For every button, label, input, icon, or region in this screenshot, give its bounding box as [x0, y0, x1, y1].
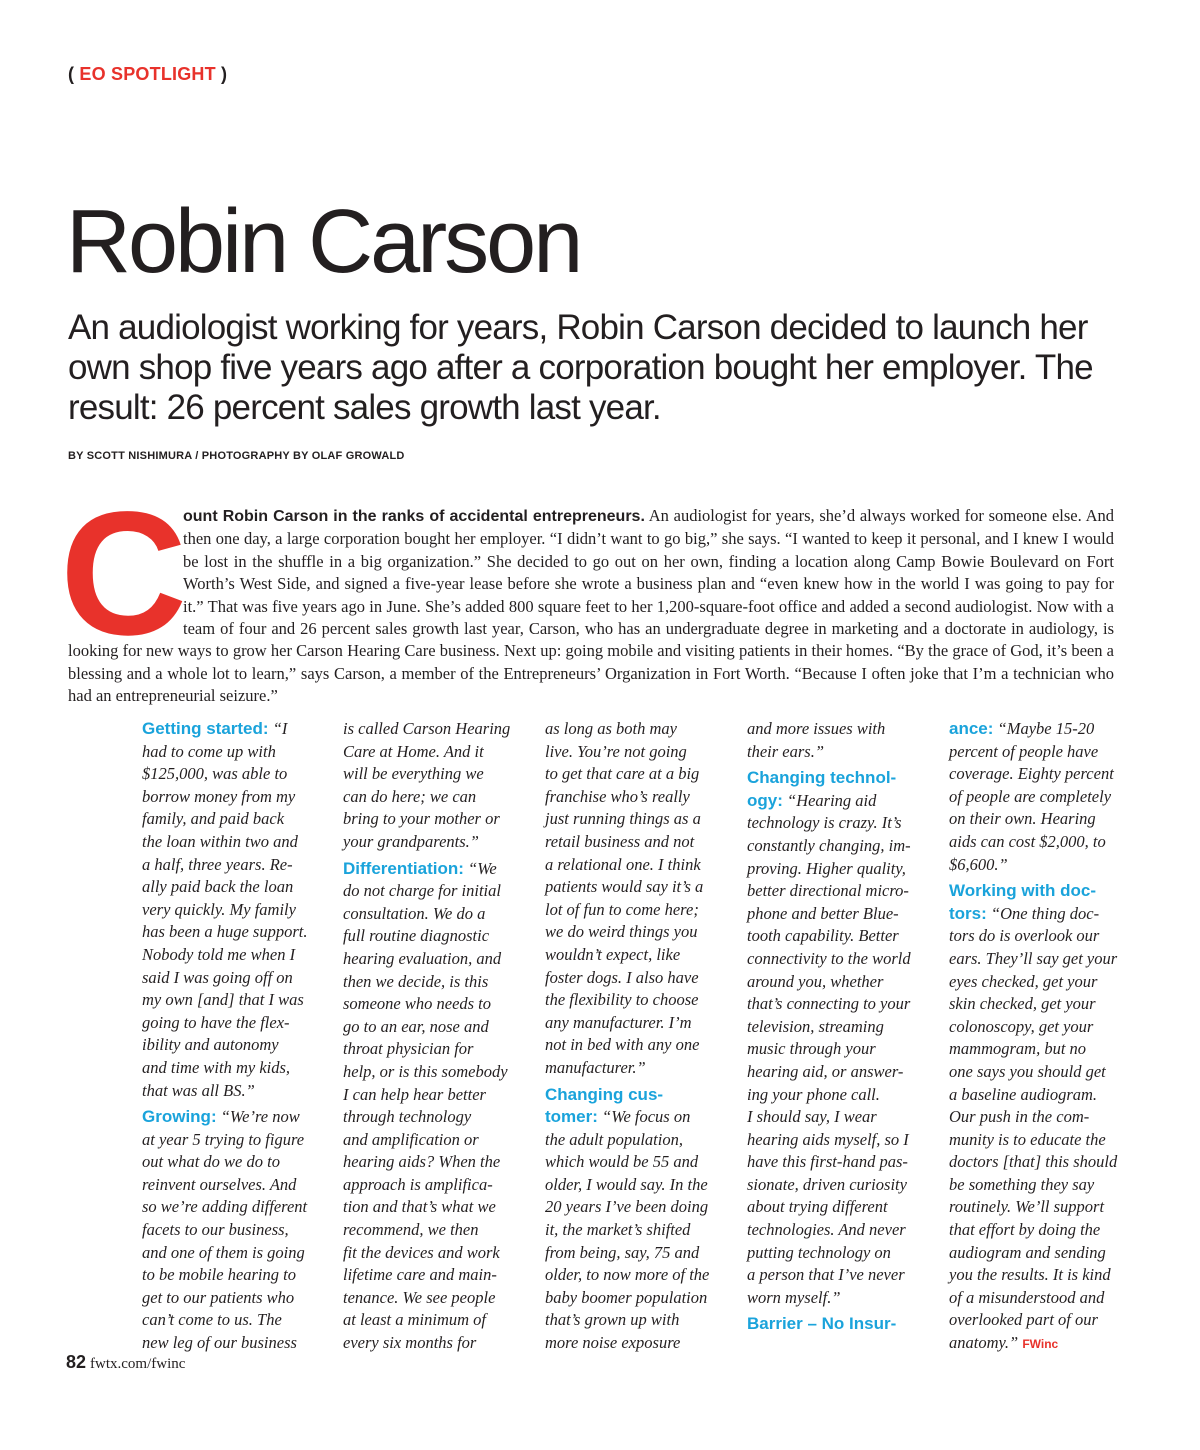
text-line: manufacturer.” — [545, 1057, 646, 1077]
intro-paragraph — [68, 505, 1114, 708]
text-line: and amplification or — [343, 1129, 479, 1149]
text-line: help, or is this somebody — [343, 1061, 508, 1081]
text-line: said I was going off on — [142, 967, 293, 987]
text-line: a baseline audiogram. — [949, 1084, 1098, 1104]
text-line: I can help hear better — [343, 1084, 486, 1104]
text-line: worn myself.” — [747, 1287, 841, 1307]
text-line: tooth capability. Better — [747, 926, 899, 946]
text-line: wouldn’t expect, like — [545, 944, 681, 964]
intro-section — [60, 476, 1115, 706]
text-line: phone and better Blue- — [747, 903, 899, 923]
text-line: that’s connecting to your — [747, 994, 911, 1014]
column-4 — [747, 718, 925, 1336]
qa-getting-started — [142, 718, 320, 1102]
text-line: to get that care at a big — [545, 764, 700, 784]
text-line: do not charge for initial — [343, 881, 501, 901]
text-line: the adult population, — [545, 1129, 683, 1149]
text-line: Care at Home. And it — [343, 741, 484, 761]
text-line: “I — [272, 719, 288, 738]
qa-changing-customer-cont — [747, 718, 925, 763]
text-line: that was all BS.” — [142, 1080, 255, 1100]
qa-heading: Changing technol- — [747, 768, 897, 788]
qa-heading-cont: tors: — [949, 903, 987, 923]
text-line: tion and that’s what we — [343, 1197, 496, 1217]
qa-heading-cont: ogy: — [747, 790, 783, 810]
text-line: “Hearing aid — [787, 790, 877, 810]
qa-working-with-doctors — [949, 880, 1127, 1355]
text-line: family, and paid back — [142, 809, 285, 829]
text-line: aids can cost $2,000, to — [949, 831, 1106, 851]
text-line: overlooked part of our — [949, 1310, 1098, 1330]
qa-changing-technology — [747, 767, 925, 1309]
text-line: percent of people have — [949, 741, 1099, 761]
column-3 — [545, 718, 723, 1355]
qa-barrier — [747, 1313, 925, 1336]
column-1 — [142, 718, 320, 1355]
text-line: a person that I’ve never — [747, 1265, 905, 1285]
text-line: going to have the flex- — [142, 1012, 290, 1032]
qa-growing — [142, 1106, 320, 1355]
text-line: foster dogs. I also have — [545, 967, 699, 987]
text-line: throat physician for — [343, 1039, 474, 1059]
text-line: very quickly. My family — [142, 899, 296, 919]
text-line: which would be 55 and — [545, 1152, 699, 1172]
qa-growing-cont — [343, 718, 521, 854]
text-line: television, streaming — [747, 1016, 884, 1036]
article-subtitle: An audiologist working for years, Robin Carson decided to launch her own shop five years ago after a corporation bought her employer. The result: 26 percent sales growth last year. — [68, 308, 1093, 427]
text-line: any manufacturer. I’m — [545, 1012, 692, 1032]
text-line: hearing aids? When the — [343, 1152, 501, 1172]
qa-changing-customer — [545, 1084, 723, 1355]
text-line: have this first-hand pas- — [747, 1152, 908, 1172]
text-line: ally paid back the loan — [142, 877, 294, 897]
drop-cap-glyph — [60, 476, 188, 672]
text-line: hearing evaluation, and — [343, 948, 502, 968]
text-line: reinvent ourselves. And — [142, 1174, 297, 1194]
text-line: doctors [that] this should — [949, 1152, 1118, 1172]
text-line: that effort by doing the — [949, 1220, 1101, 1240]
qa-heading-cont: ance: — [949, 719, 994, 738]
drop-cap — [60, 476, 188, 672]
text-line: patients would say it’s a — [545, 877, 704, 897]
intro-body: An audiologist for years, she’d always worked for someone else. And then one day, a large corporation bought her employer. “I didn’t want to go big,” she says. “I wanted to keep it personal, and I knew I would be lost in the shuffle in a big organization.” She decided to go out on her own, finding a location along Camp Bowie Boulevard on Fort Worth’s West Side, and signed a five-year lease before she wrote a business plan and “even knew how in the world I was going to pay for it.” That was five years ago in June. She’s added 800 square feet to her 1,200-square-foot office and added a second audiologist. Now with a team of four and 26 percent sales growth last year, Carson, who has an undergraduate degree in marketing and a doctorate in audiology, is looking for new ways to grow her Carson Hearing Care business. Next up: going mobile and visiting patients in their homes. “By the grace of God, it’s been a blessing and a whole lot to learn,” says Carson, a member of the Entrepreneurs’ Organization in Fort Worth. “Because I often joke that I’m a technician who had an entrepreneurial seizure.” — [68, 506, 1115, 706]
text-line: approach is amplifica- — [343, 1174, 493, 1194]
qa-heading-cont: tomer: — [545, 1107, 598, 1127]
svg-text:C: C — [60, 476, 188, 672]
text-line: tenance. We see people — [343, 1287, 496, 1307]
section-tag-label: EO SPOTLIGHT — [79, 64, 216, 84]
section-tag-open-paren: ( — [68, 64, 75, 84]
text-line: tors do is overlook our — [949, 926, 1100, 946]
text-line: I should say, I wear — [747, 1107, 877, 1127]
text-line: munity is to educate the — [949, 1129, 1106, 1149]
text-line: putting technology on — [747, 1242, 891, 1262]
intro-lead: ount Robin Carson in the ranks of accidental entrepreneurs. — [183, 508, 645, 525]
text-line: ears. They’ll say get your — [949, 948, 1118, 968]
section-tag-close-paren: ) — [221, 64, 228, 84]
text-line: get to our patients who — [142, 1287, 295, 1307]
text-line: of people are completely — [949, 786, 1112, 806]
text-line: your grandparents.” — [343, 831, 479, 851]
text-line: audiogram and sending — [949, 1242, 1106, 1262]
text-line: routinely. We’ll support — [949, 1197, 1105, 1217]
text-line: Nobody told me when I — [142, 944, 296, 964]
byline: BY SCOTT NISHIMURA / PHOTOGRAPHY BY OLAF GROWALD — [68, 450, 405, 462]
text-line: can do here; we can — [343, 786, 477, 806]
column-2 — [343, 718, 521, 1355]
section-tag — [68, 64, 227, 85]
text-line: Our push in the com- — [949, 1107, 1090, 1127]
qa-heading: Working with doc- — [949, 881, 1097, 901]
text-line: anatomy.” FWinc — [949, 1333, 1059, 1353]
text-line: music through your — [747, 1039, 876, 1059]
text-line: retail business and not — [545, 831, 695, 851]
page-footer — [66, 1352, 185, 1373]
text-line: out what do we do to — [142, 1152, 280, 1172]
text-line: about trying different — [747, 1197, 888, 1217]
text-line: through technology — [343, 1107, 472, 1127]
text-line: to be mobile hearing to — [142, 1265, 296, 1285]
article-title: Robin Carson — [66, 192, 581, 292]
text-line: ing your phone call. — [747, 1084, 880, 1104]
text-line: fit the devices and work — [343, 1242, 500, 1262]
text-line: new leg of our business — [142, 1333, 297, 1353]
text-line: has been a huge support. — [142, 922, 308, 942]
qa-heading: Differentiation: — [343, 858, 464, 878]
text-line: not in bed with any one — [545, 1035, 700, 1055]
text-line: full routine diagnostic — [343, 926, 490, 946]
page-number: 82 — [66, 1352, 87, 1372]
text-line: proving. Higher quality, — [747, 858, 906, 878]
text-line: is called Carson Hearing — [343, 719, 511, 738]
text-line: of a misunderstood and — [949, 1287, 1105, 1307]
text-line: had to come up with — [142, 741, 276, 761]
text-line: hearing aid, or answer- — [747, 1061, 904, 1081]
text-line: consultation. We do a — [343, 903, 486, 923]
text-line: $125,000, was able to — [142, 764, 288, 784]
text-line: better directional micro- — [747, 881, 909, 901]
text-line: colonoscopy, get your — [949, 1016, 1094, 1036]
text-line: the flexibility to choose — [545, 990, 699, 1010]
text-line: just running things as a — [545, 809, 701, 829]
text-line: sionate, driven curiosity — [747, 1174, 907, 1194]
text-line: their ears.” — [747, 741, 825, 761]
text-line: technologies. And never — [747, 1220, 906, 1240]
text-line: constantly changing, im- — [747, 835, 911, 855]
qa-heading: Barrier – No Insur- — [747, 1314, 897, 1334]
text-line: and one of them is going — [142, 1242, 305, 1262]
text-line: more noise exposure — [545, 1333, 681, 1353]
text-line: ibility and autonomy — [142, 1035, 279, 1055]
site-url[interactable]: fwtx.com/fwinc — [90, 1356, 186, 1372]
text-line: on their own. Hearing — [949, 809, 1096, 829]
text-line: facets to our business, — [142, 1220, 289, 1240]
text-line: older, to now more of the — [545, 1265, 710, 1285]
qa-differentiation — [343, 858, 521, 1355]
text-line: my own [and] that I was — [142, 990, 304, 1010]
text-line: hearing aids myself, so I — [747, 1129, 909, 1149]
qa-heading: Growing: — [142, 1107, 217, 1127]
text-line: someone who needs to — [343, 994, 492, 1014]
text-line: will be everything we — [343, 764, 484, 784]
end-mark: FWinc — [1022, 1337, 1059, 1352]
text-line: around you, whether — [747, 971, 884, 991]
column-5 — [949, 718, 1127, 1356]
text-line: mammogram, but no — [949, 1039, 1087, 1059]
qa-heading: Getting started: — [142, 719, 269, 738]
text-line: technology is crazy. It’s — [747, 813, 902, 833]
text-line: from being, say, 75 and — [545, 1242, 700, 1262]
qa-barrier-cont — [949, 718, 1127, 876]
text-line: be something they say — [949, 1174, 1095, 1194]
qa-differentiation-cont — [545, 718, 723, 1080]
qa-heading: Changing cus- — [545, 1084, 664, 1104]
text-line: can’t come to us. The — [142, 1310, 282, 1330]
text-line: and more issues with — [747, 719, 886, 738]
text-line: borrow money from my — [142, 786, 296, 806]
text-line: “We — [468, 858, 497, 878]
text-line: skin checked, get your — [949, 994, 1096, 1014]
text-line: every six months for — [343, 1333, 477, 1353]
text-line: “One thing doc- — [990, 903, 1100, 923]
text-line: live. You’re not going — [545, 741, 687, 761]
text-line: the loan within two and — [142, 831, 298, 851]
text-line: older, I would say. In the — [545, 1174, 708, 1194]
text-line: it, the market’s shifted — [545, 1220, 691, 1240]
text-line: “We’re now — [220, 1107, 300, 1127]
text-line: “We focus on — [602, 1107, 691, 1127]
text-line: bring to your mother or — [343, 809, 500, 829]
text-line: and time with my kids, — [142, 1057, 291, 1077]
text-line: baby boomer population — [545, 1287, 708, 1307]
text-line: so we’re adding different — [142, 1197, 308, 1217]
text-line: at least a minimum of — [343, 1310, 486, 1330]
text-line: connectivity to the world — [747, 948, 911, 968]
text-line: go to an ear, nose and — [343, 1016, 489, 1036]
text-line: eyes checked, get your — [949, 971, 1098, 991]
text-line: 20 years I’ve been doing — [545, 1197, 709, 1217]
text-line: recommend, we then — [343, 1220, 479, 1240]
text-line: you the results. It is kind — [949, 1265, 1111, 1285]
text-line: a relational one. I think — [545, 854, 701, 874]
text-line: lifetime care and main- — [343, 1265, 497, 1285]
text-line: a half, three years. Re- — [142, 854, 293, 874]
text-line: one says you should get — [949, 1061, 1106, 1081]
text-line: lot of fun to come here; — [545, 899, 699, 919]
text-line: as long as both may — [545, 719, 677, 738]
text-line: that’s grown up with — [545, 1310, 680, 1330]
text-line: “Maybe 15-20 — [997, 719, 1095, 738]
text-line: we do weird things you — [545, 922, 698, 942]
text-line: coverage. Eighty percent — [949, 764, 1114, 784]
text-line: franchise who’s really — [545, 786, 690, 806]
text-line: at year 5 trying to figure — [142, 1129, 305, 1149]
text-line: then we decide, is this — [343, 971, 489, 991]
text-line: $6,600.” — [949, 854, 1008, 874]
